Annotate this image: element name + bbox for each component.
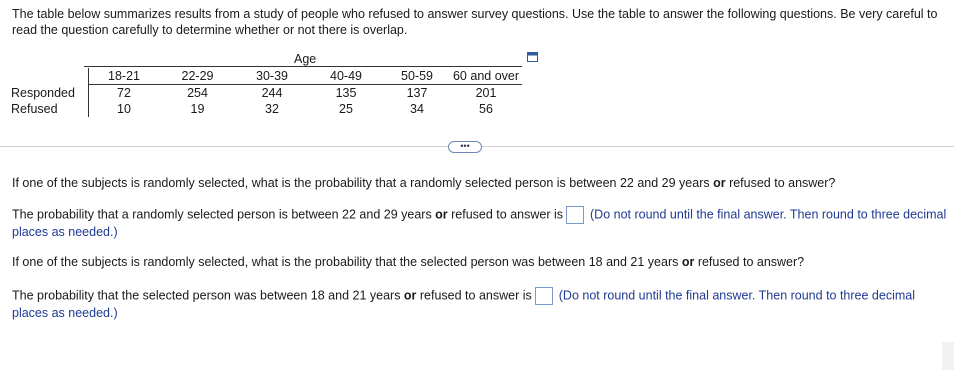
table-corner-cell [8, 68, 89, 85]
survey-table [8, 68, 522, 117]
answer-1-input[interactable] [566, 206, 584, 224]
table-cell: 10 [117, 102, 131, 116]
table-cell: 135 [335, 86, 357, 100]
question-2-text-end: refused to answer? [694, 255, 805, 269]
table-cell: 244 [261, 86, 283, 100]
row-label: Refused [8, 101, 89, 117]
table-row [8, 101, 522, 117]
table-row [8, 85, 522, 102]
answer-2-prompt [12, 287, 947, 322]
table-cell: 19 [190, 102, 205, 116]
answer-1-text: The probability that a randomly selected person is between 22 and 29 years [12, 207, 436, 222]
answer-2-emphasis: or [403, 288, 417, 303]
table-cell: 34 [410, 102, 424, 116]
answer-1-hint: (Do not round until the final answer. Then round to three decimal places as needed.) [12, 207, 947, 239]
answer-1-prompt [12, 206, 947, 241]
table-cell: 25 [339, 102, 353, 116]
question-2 [12, 254, 947, 271]
more-button[interactable]: ••• [448, 141, 482, 153]
table-cell: 56 [479, 102, 493, 116]
age-header-rule [84, 66, 522, 67]
column-header: 18-21 [89, 68, 160, 85]
question-1-text-end: refused to answer? [725, 176, 836, 190]
table-cell: 254 [187, 86, 208, 100]
table-header-row [8, 68, 522, 85]
question-2-text: If one of the subjects is randomly selected, what is the probability that the selected person was between 18 and 21 years [12, 255, 682, 269]
answer-2-input[interactable] [535, 287, 553, 305]
answer-1-emphasis: or [435, 207, 448, 222]
age-group-header: Age [294, 52, 317, 66]
answer-2-text: The probability that the selected person was between 18 and 21 years [12, 288, 404, 303]
row-label: Responded [8, 85, 89, 102]
question-1-text: If one of the subjects is randomly selected, what is the probability that a randomly selected person is between 22 and 29 years [12, 176, 714, 190]
scroll-corner [942, 342, 954, 370]
answer-1-text-end: refused to answer is [447, 207, 564, 222]
popout-icon[interactable] [527, 52, 538, 62]
question-1-emphasis: or [713, 176, 726, 190]
column-header: 22-29 [159, 68, 236, 85]
answer-2-hint: (Do not round until the final answer. Then round to three decimal places as needed.) [12, 288, 915, 320]
table-cell: 32 [265, 102, 279, 116]
table-cell: 72 [117, 86, 131, 100]
table-cell: 201 [475, 86, 497, 100]
column-header: 40-49 [308, 68, 384, 85]
answer-2-text-end: refused to answer is [416, 288, 532, 303]
instructions-text: The table below summarizes results from a study of people who refused to answer survey questions. Use the table to answer the following questions. Be very careful to read the question carefully to determine whether or not there is overlap. [12, 7, 938, 37]
question-1 [12, 175, 947, 192]
column-header: 30-39 [236, 68, 308, 85]
column-header: 60 and over [450, 68, 522, 85]
column-header: 50-59 [384, 68, 450, 85]
table-cell: 137 [406, 86, 428, 100]
question-2-emphasis: or [681, 255, 695, 269]
